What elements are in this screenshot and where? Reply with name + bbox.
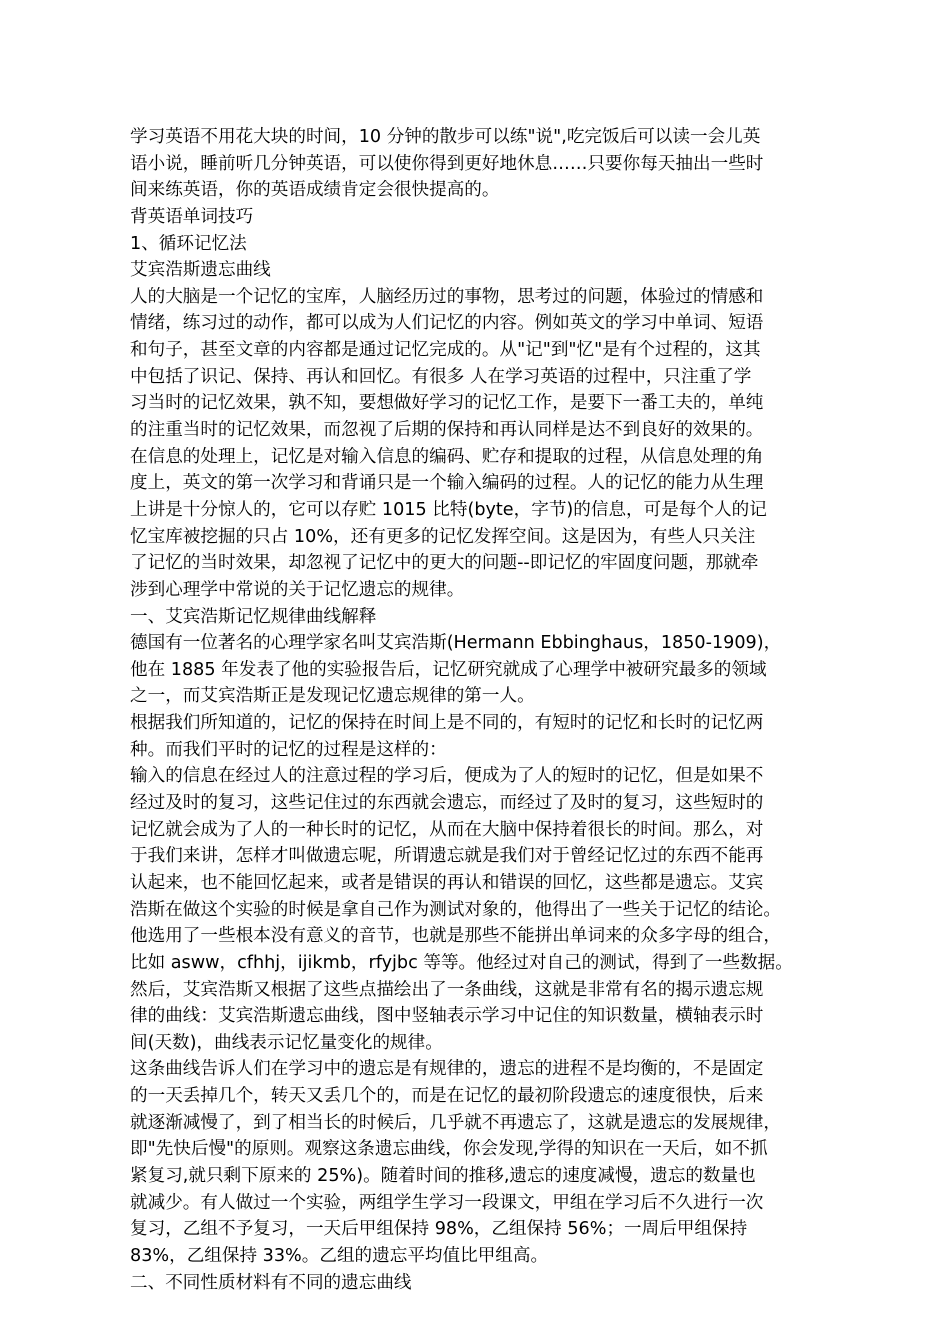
text-line: 83%，乙组保持 33%。乙组的遗忘平均值比甲组高。: [130, 1245, 549, 1266]
text-line: 复习，乙组不予复习，一天后甲组保持 98%，乙组保持 56%；一周后甲组保持: [130, 1219, 748, 1240]
text-line: 中包括了识记、保持、再认和回忆。有很多 人在学习英语的过程中，只注重了学: [130, 366, 752, 387]
text-line: 语小说，睡前听几分钟英语，可以使你得到更好地休息……只要你每天抽出一些时: [130, 153, 764, 174]
text-line: 然后，艾宾浩斯又根据了这些点描绘出了一条曲线，这就是非常有名的揭示遗忘规: [130, 979, 764, 1000]
text-line: 1、循环记忆法: [130, 233, 247, 254]
text-line: 浩斯在做这个实验的时候是拿自己作为测试对象的，他得出了一些关于记忆的结论。: [130, 899, 781, 920]
text-line: 习当时的记忆效果，孰不知，要想做好学习的记忆工作，是要下一番工夫的，单纯: [130, 393, 764, 414]
text-line: 德国有一位著名的心理学家名叫艾宾浩斯(Hermann Ebbinghaus，1850-1909)，: [130, 633, 782, 654]
text-line: 种。而我们平时的记忆的过程是这样的：: [130, 739, 447, 760]
text-line: 他选用了一些根本没有意义的音节，也就是那些不能拼出单词来的众多字母的组合，: [130, 926, 781, 947]
text-line: 度上，英文的第一次学习和背诵只是一个输入编码的过程。人的记忆的能力从生理: [130, 473, 764, 494]
text-line: 和句子，甚至文章的内容都是通过记忆完成的。从"记"到"忆"是有个过程的，这其: [130, 340, 761, 361]
text-line: 二、不同性质材料有不同的遗忘曲线: [130, 1272, 412, 1293]
text-line: 比如 asww，cfhhj，ijikmb，rfyjbc 等等。他经过对自己的测试，得到了一些数据。: [130, 952, 793, 973]
text-line: 律的曲线：艾宾浩斯遗忘曲线，图中竖轴表示学习中记住的知识数量，横轴表示时: [130, 1006, 764, 1027]
text-line: 在信息的处理上，记忆是对输入信息的编码、贮存和提取的过程，从信息处理的角: [130, 446, 764, 467]
text-line: 他在 1885 年发表了他的实验报告后，记忆研究就成了心理学中被研究最多的领域: [130, 659, 767, 680]
text-line: 于我们来讲，怎样才叫做遗忘呢，所谓遗忘就是我们对于曾经记忆过的东西不能再: [130, 846, 764, 867]
text-line: 之一，而艾宾浩斯正是发现记忆遗忘规律的第一人。: [130, 686, 535, 707]
text-line: 根据我们所知道的，记忆的保持在时间上是不同的，有短时的记忆和长时的记忆两: [130, 713, 764, 734]
text-line: 就减少。有人做过一个实验，两组学生学习一段课文，甲组在学习后不久进行一次: [130, 1192, 764, 1213]
text-line: 学习英语不用花大块的时间，10 分钟的散步可以练"说",吃完饭后可以读一会儿英: [130, 127, 761, 147]
text-line: 人的大脑是一个记忆的宝库，人脑经历过的事物，思考过的问题，体验过的情感和: [130, 286, 764, 307]
text-line: 的注重当时的记忆效果，而忽视了后期的保持和再认同样是达不到良好的效果的。: [130, 420, 764, 441]
text-line: 即"先快后慢"的原则。观察这条遗忘曲线，你会发现,学得的知识在一天后，如不抓: [130, 1139, 768, 1160]
document-body: [130, 124, 830, 1296]
text-line: 紧复习,就只剩下原来的 25%)。随着时间的推移,遗忘的速度减慢，遗忘的数量也: [130, 1165, 756, 1186]
text-line: 一、艾宾浩斯记忆规律曲线解释: [130, 606, 377, 627]
text-line: 艾宾浩斯遗忘曲线: [130, 260, 271, 281]
text-line: 背英语单词技巧: [130, 206, 254, 227]
text-line: 这条曲线告诉人们在学习中的遗忘是有规律的，遗忘的进程不是均衡的，不是固定: [130, 1059, 764, 1080]
text-line: 经过及时的复习，这些记住过的东西就会遗忘，而经过了及时的复习，这些短时的: [130, 793, 764, 814]
text-line: 上讲是十分惊人的，它可以存贮 1015 比特(byte，字节)的信息，可是每个人的记: [130, 499, 767, 520]
text-line: 的一天丢掉几个，转天又丢几个的，而是在记忆的最初阶段遗忘的速度很快，后来: [130, 1086, 764, 1107]
text-line: 记忆就会成为了人的一种长时的记忆，从而在大脑中保持着很长的时间。那么，对: [130, 819, 764, 840]
text-line: 间来练英语，你的英语成绩肯定会很快提高的。: [130, 180, 500, 201]
text-line: 就逐渐减慢了，到了相当长的时候后，几乎就不再遗忘了，这就是遗忘的发展规律，: [130, 1112, 781, 1133]
text-line: 涉到心理学中常说的关于记忆遗忘的规律。: [130, 579, 465, 600]
text-line: 情绪，练习过的动作，都可以成为人们记忆的内容。例如英文的学习中单词、短语: [130, 313, 764, 334]
text-line: 了记忆的当时效果，却忽视了记忆中的更大的问题--即记忆的牢固度问题，那就牵: [130, 553, 759, 574]
text-line: 输入的信息在经过人的注意过程的学习后，便成为了人的短时的记忆，但是如果不: [130, 766, 764, 787]
text-line: 忆宝库被挖掘的只占 10%，还有更多的记忆发挥空间。这是因为，有些人只关注: [130, 526, 756, 547]
text-line: 认起来，也不能回忆起来，或者是错误的再认和错误的回忆，这些都是遗忘。艾宾: [130, 872, 764, 893]
text-line: 间(天数)，曲线表示记忆量变化的规律。: [130, 1032, 443, 1053]
